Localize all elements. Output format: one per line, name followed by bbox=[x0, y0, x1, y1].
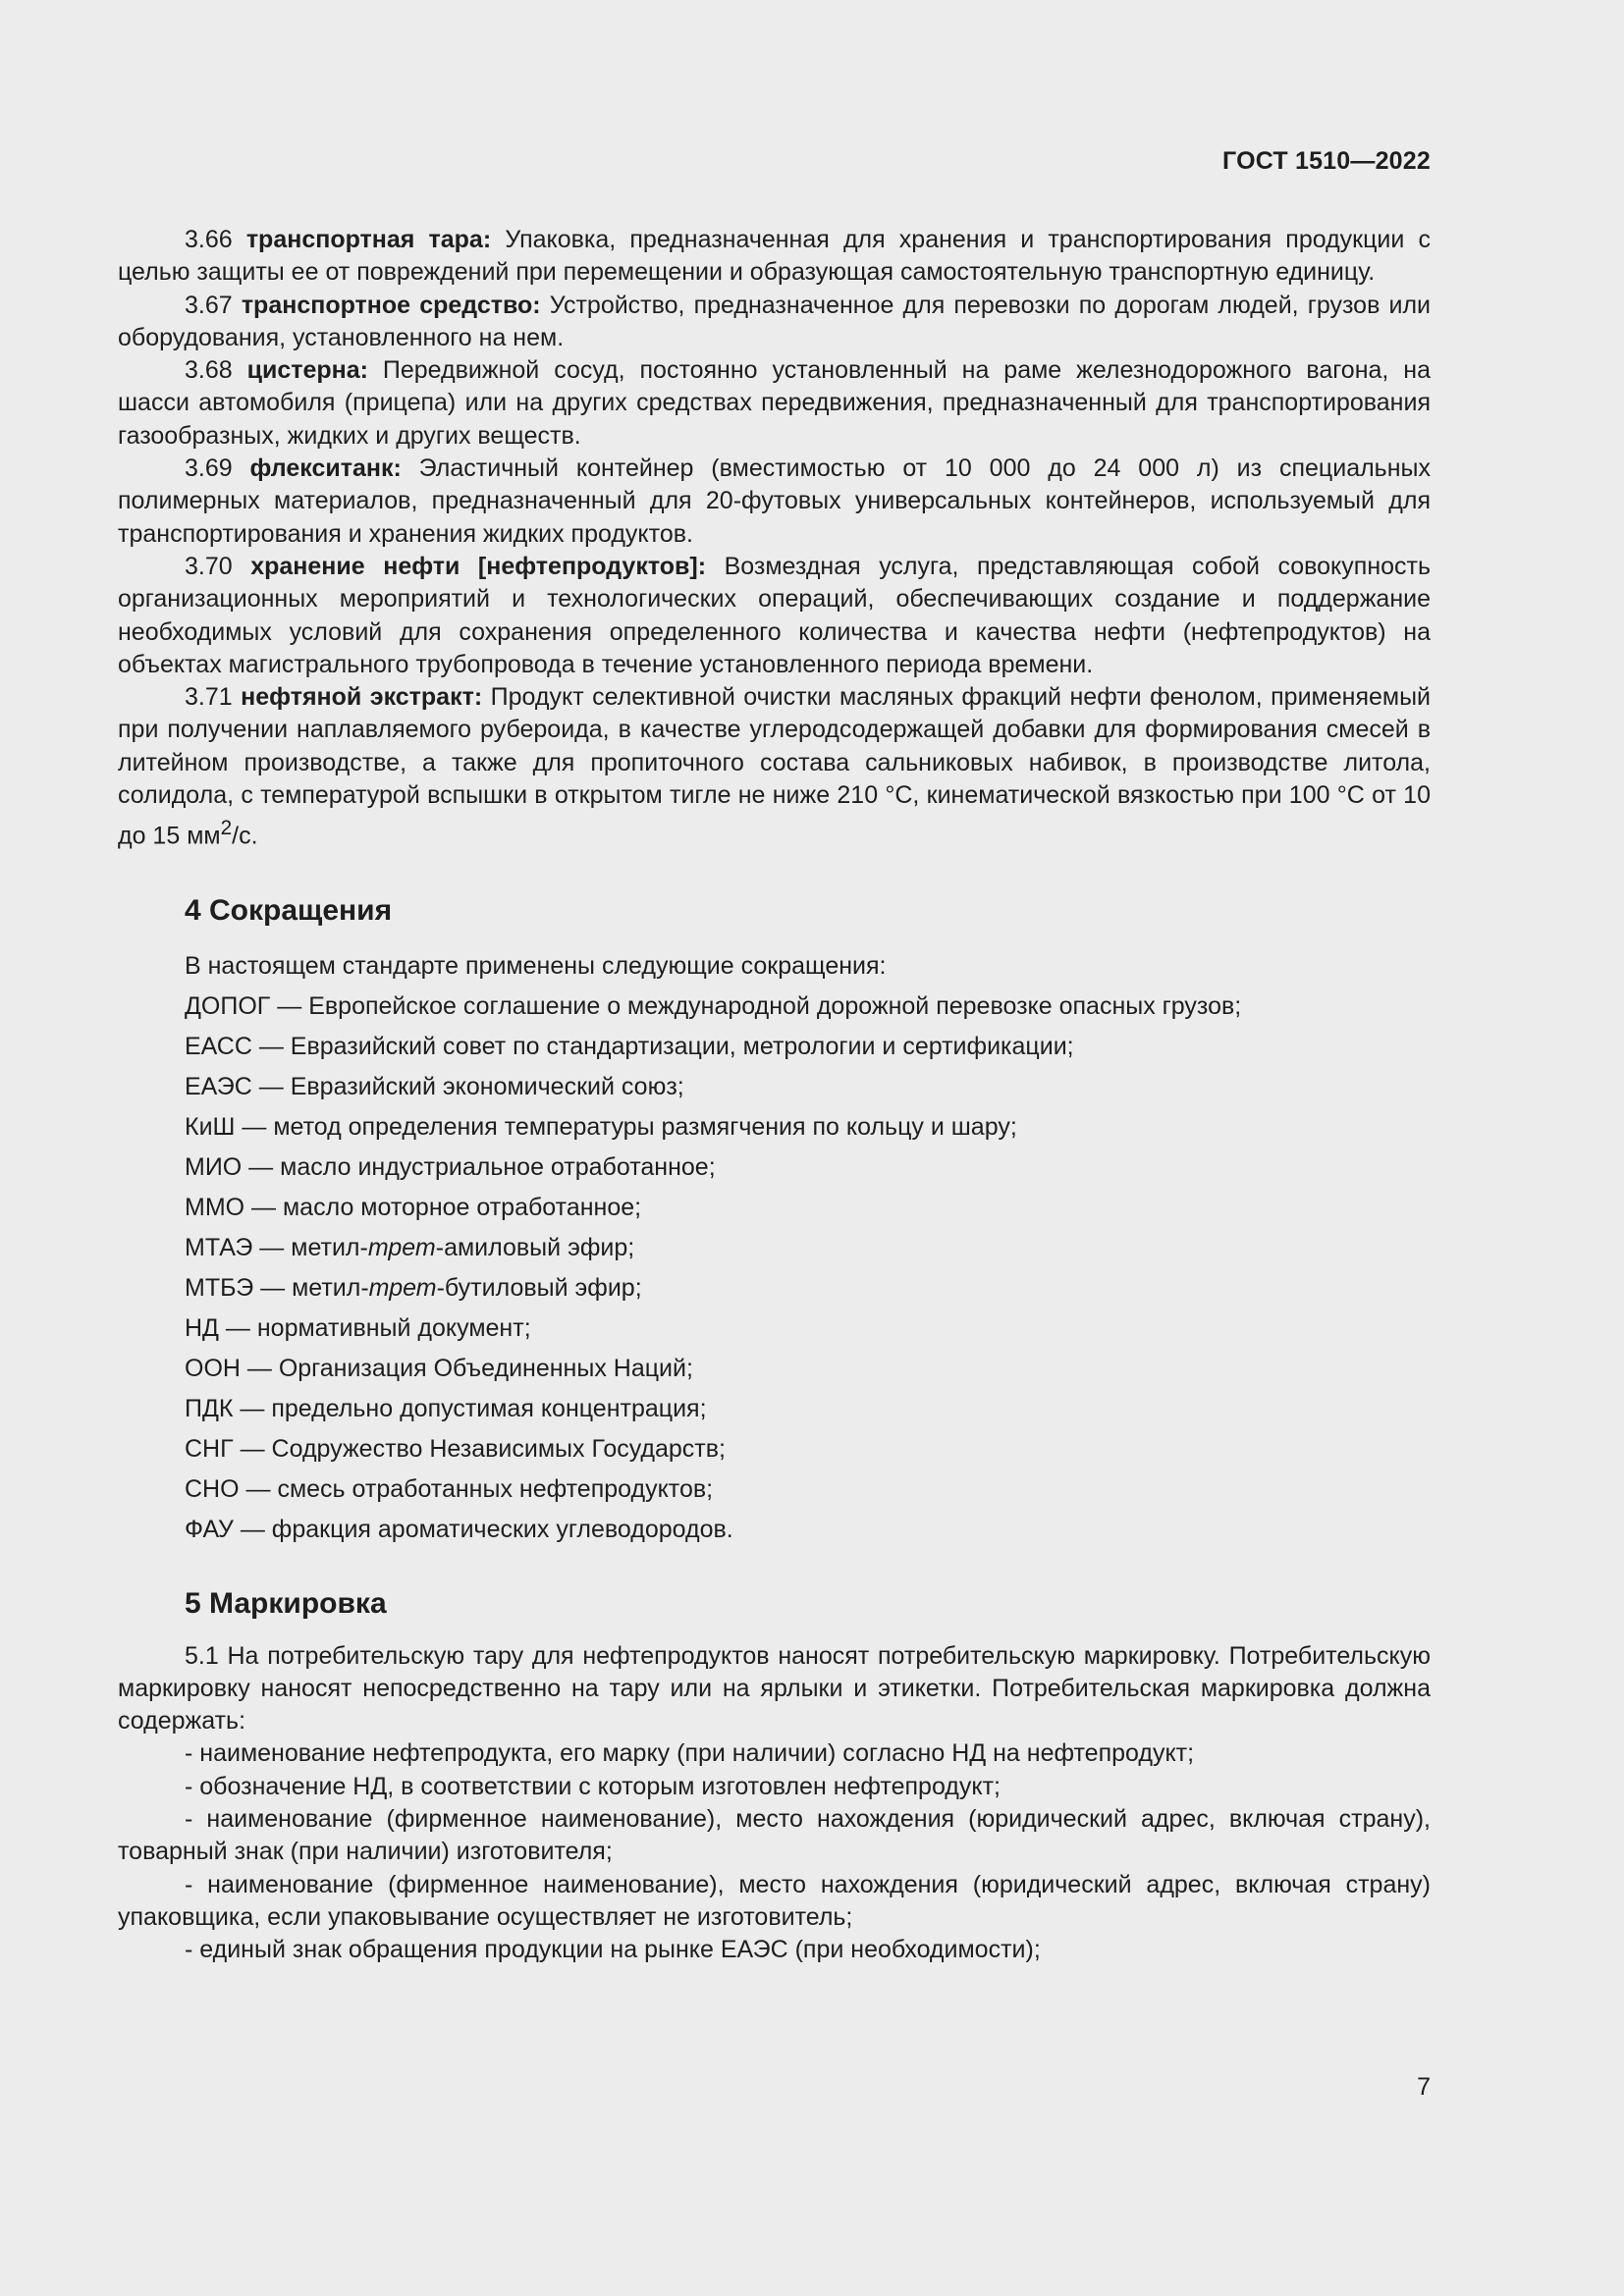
abbreviation-item bbox=[118, 1469, 1431, 1510]
abbreviation-item bbox=[118, 1510, 1431, 1550]
abbreviation-text: ПДК — предельно допустимая концентрация; bbox=[185, 1395, 707, 1423]
term-3-71 bbox=[118, 681, 1431, 853]
marking-requirement-item: - наименование (фирменное наименование), место нахождения (юридический адрес, включая страну), товарный знак (при наличии) изготовителя; bbox=[118, 1805, 1431, 1866]
abbreviation-item bbox=[118, 1148, 1431, 1188]
term-definition: Устройство, предназначенное для перевозки по дорогам людей, грузов или оборудования, установленного на нем. bbox=[118, 291, 1431, 351]
abbr-intro: В настоящем стандарте применены следующие сокращения: bbox=[185, 952, 887, 981]
abbreviation-text: МТБЭ — метил- bbox=[185, 1274, 369, 1303]
section-5-title: 5 Маркировка bbox=[185, 1587, 387, 1621]
term-3-68 bbox=[118, 354, 1431, 453]
term-3-69 bbox=[118, 453, 1431, 551]
abbreviation-item bbox=[118, 1228, 1431, 1268]
term-3-67 bbox=[118, 290, 1431, 355]
term-definition: Передвижной сосуд, постоянно установленный на раме железнодорожного вагона, на шасси автомобиля (прицепа) или на других средствах передвижения, предназначенный для транспортирования газообразных, жидких и других веществ. bbox=[118, 356, 1431, 450]
term-number: 3.70 bbox=[185, 552, 233, 580]
section-5-paragraph: 5.1 На потребительскую тару для нефтепродуктов наносят потребительскую маркировку. Потребительскую маркировку наносят непосредственно на тару или на ярлыки и этикетки. Потребительская маркировка должна содержать: bbox=[118, 1641, 1431, 1735]
abbreviation-item bbox=[118, 1308, 1431, 1349]
abbreviation-italic: трет bbox=[368, 1274, 437, 1303]
abbreviation-item bbox=[118, 1188, 1431, 1228]
abbreviation-text: ООН — Организация Объединенных Наций; bbox=[185, 1355, 693, 1383]
term-3-70 bbox=[118, 551, 1431, 681]
abbreviation-text: ФАУ — фракция ароматических углеводородов. bbox=[185, 1516, 733, 1544]
marking-requirement-item: - обозначение НД, в соответствии с которым изготовлен нефтепродукт; bbox=[185, 1772, 1001, 1800]
term-number: 3.66 bbox=[185, 226, 233, 253]
term-definition: Продукт селективной очистки масляных фракций нефти фенолом, применяемый при получении наплавляемого рубероида, в качестве углеродсодержащей добавки для формирования смесей в литейном производстве, а также для пропиточного состава сальниковых набивок, в производстве литола, солидола, с температурой вспышки в открытом тигле не ниже 210 °С, кинематической вязкостью при 100 °С от 10 до 15 мм bbox=[118, 683, 1432, 850]
term-number: 3.71 bbox=[185, 683, 233, 712]
abbreviation-text: МИО — масло индустриальное отработанное; bbox=[185, 1153, 716, 1182]
abbreviation-text: ММО — масло моторное отработанное; bbox=[185, 1194, 642, 1222]
abbreviation-item bbox=[118, 1268, 1431, 1308]
abbreviation-italic: трет bbox=[367, 1234, 436, 1262]
term-name: транспортная тара: bbox=[245, 226, 492, 253]
abbreviation-item bbox=[118, 1027, 1431, 1067]
abbreviation-list bbox=[118, 987, 1431, 1550]
marking-requirement-item: - единый знак обращения продукции на рынке ЕАЭС (при необходимости); bbox=[185, 1936, 1041, 1964]
marking-requirements-list bbox=[118, 1737, 1431, 1966]
term-number: 3.67 bbox=[185, 291, 233, 319]
term-definition: Возмездная услуга, представляющая собой совокупность организационных мероприятий и технологических операций, обеспечивающих создание и поддержание необходимых условий для сохранения определенного количества и качества нефти (нефтепродуктов) на объектах магистрального трубопровода в течение установленного периода времени. bbox=[118, 552, 1432, 678]
term-name: транспортное средство: bbox=[241, 291, 541, 319]
abbreviation-item bbox=[118, 1349, 1431, 1389]
abbreviation-text: КиШ — метод определения температуры размягчения по кольцу и шару; bbox=[185, 1113, 1017, 1142]
term-number: 3.68 bbox=[185, 356, 233, 385]
term-name: нефтяной экстракт: bbox=[241, 683, 483, 712]
term-name: флекситанк: bbox=[249, 454, 402, 483]
page-number: 7 bbox=[1417, 2073, 1431, 2101]
term-definition: Эластичный контейнер (вместимостью от 10 000 до 24 000 л) из специальных полимерных материалов, предназначенный для 20-футовых универсальных контейнеров, используемый для транспортирования и хранения жидких продуктов. bbox=[118, 454, 1431, 548]
term-number: 3.69 bbox=[185, 454, 233, 483]
abbreviation-item bbox=[118, 1389, 1431, 1429]
term-name: цистерна: bbox=[246, 356, 368, 385]
superscript: 2 bbox=[220, 817, 233, 840]
abbreviation-item bbox=[118, 1107, 1431, 1148]
page-content bbox=[118, 224, 1431, 1967]
section-4-title: 4 Сокращения bbox=[185, 893, 393, 927]
abbreviation-text: ЕАЭС — Евразийский экономический союз; bbox=[185, 1073, 684, 1101]
marking-requirement-item: - наименование нефтепродукта, его марку (при наличии) согласно НД на нефтепродукт; bbox=[185, 1739, 1195, 1768]
abbreviation-text: СНО — смесь отработанных нефтепродуктов; bbox=[185, 1475, 714, 1504]
term-name: хранение нефти [нефтепродуктов]: bbox=[250, 552, 707, 580]
term-definition: Упаковка, предназначенная для хранения и транспортирования продукции с целью защиты ее от повреждений при перемещении и образующая самостоятельную транспортную единицу. bbox=[118, 226, 1431, 287]
abbreviation-text-end: -амиловый эфир; bbox=[435, 1234, 635, 1262]
marking-requirement-item: - наименование (фирменное наименование), место нахождения (юридический адрес, включая страну) упаковщика, если упаковывание осуществляет не изготовитель; bbox=[118, 1870, 1431, 1931]
abbreviation-text: СНГ — Содружество Независимых Государств; bbox=[185, 1435, 726, 1464]
abbreviation-text: НД — нормативный документ; bbox=[185, 1314, 531, 1343]
term-3-66 bbox=[118, 224, 1431, 290]
abbreviation-text: ДОПОГ — Европейское соглашение о международной дорожной перевозке опасных грузов; bbox=[185, 992, 1242, 1021]
term-definition-end: /с. bbox=[232, 822, 258, 850]
abbreviation-text-end: -бутиловый эфир; bbox=[436, 1274, 642, 1303]
document-id: ГОСТ 1510—2022 bbox=[1222, 147, 1431, 175]
abbreviation-text: ЕАСС — Евразийский совет по стандартизации, метрологии и сертификации; bbox=[185, 1033, 1074, 1061]
abbreviation-item bbox=[118, 1067, 1431, 1107]
abbreviation-text: МТАЭ — метил- bbox=[185, 1234, 368, 1262]
abbreviation-item bbox=[118, 987, 1431, 1027]
abbreviation-item bbox=[118, 1429, 1431, 1469]
